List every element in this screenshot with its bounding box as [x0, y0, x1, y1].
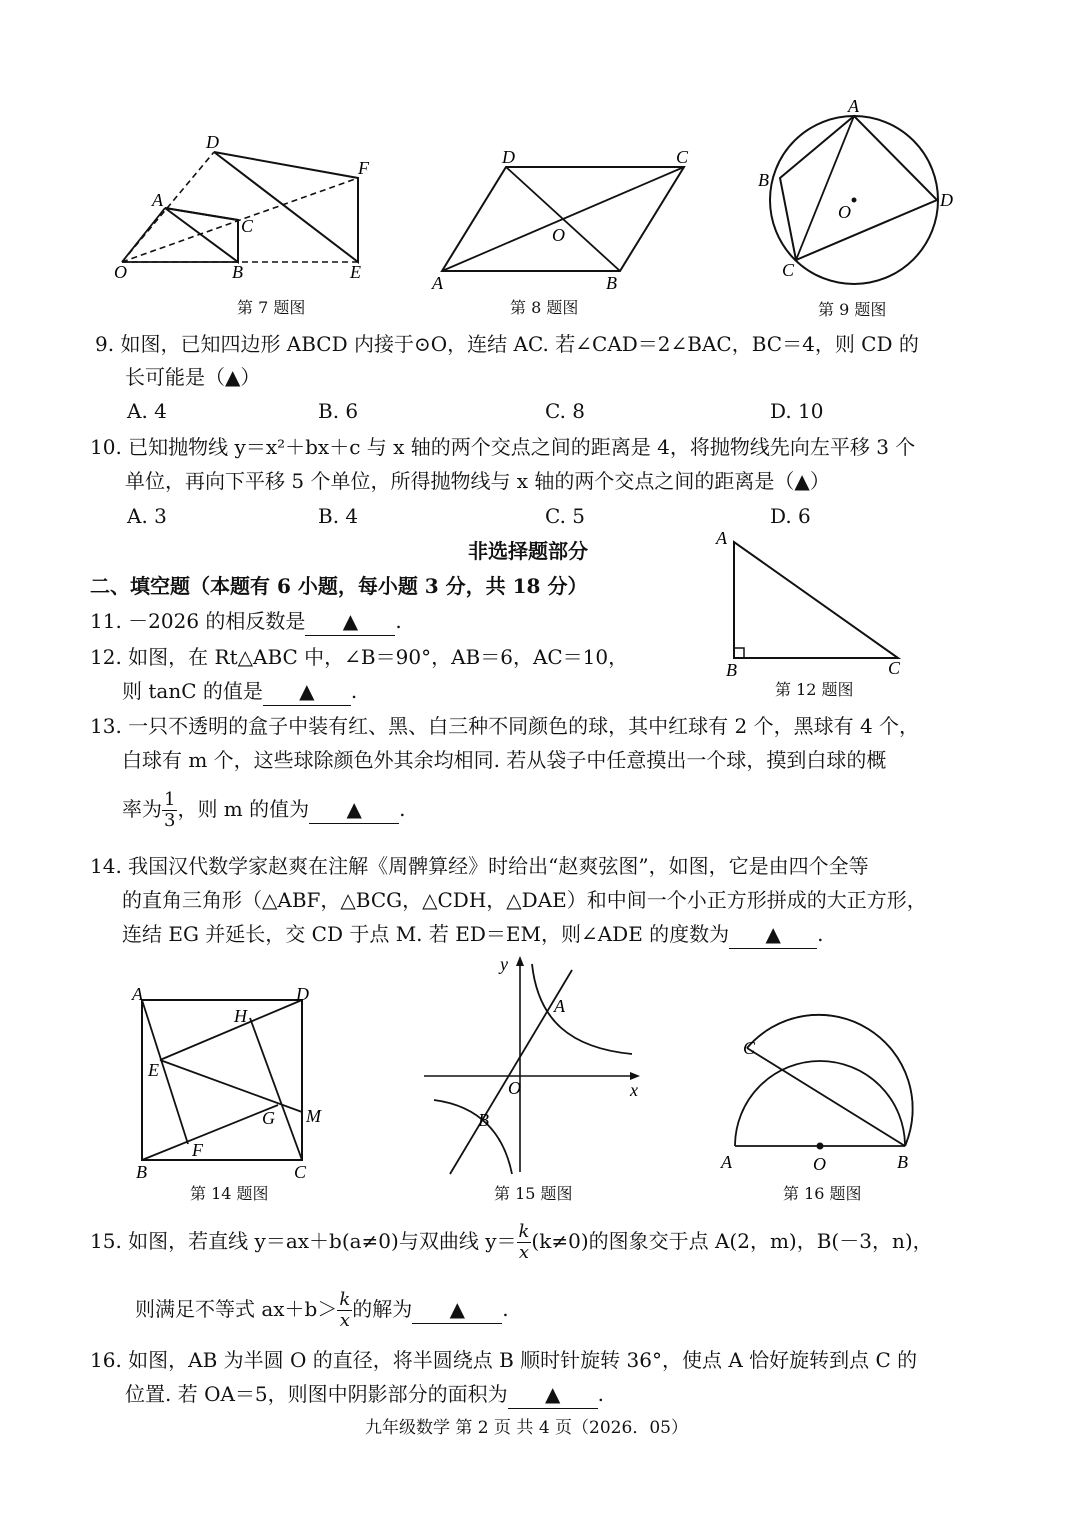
fig14-caption: 第 14 题图 [190, 1184, 269, 1203]
figure-8 [430, 145, 700, 295]
q15-line2-fraction-numerator: k [339, 1289, 351, 1310]
q13-stem-line2: 白球有 m 个，这些球除颜色外其余均相同. 若从袋子中任意摸出一个球，摸到白球的概 [122, 748, 887, 772]
fig12-label-C: C [888, 658, 901, 678]
q13-fraction [162, 790, 177, 831]
q10-option-b: B. 4 [318, 504, 359, 528]
q15-line2-fraction [337, 1290, 352, 1331]
q10-stem-line1: 10. 已知抛物线 y＝x²＋bx＋c 与 x 轴的两个交点之间的距离是 4，将抛物线先向左平移 3 个 [90, 435, 916, 459]
fig14-square-ABCD [142, 1000, 302, 1160]
q9-option-d: D. 10 [770, 399, 824, 423]
q11-stem: 11. －2026 的相反数是 [90, 609, 306, 633]
q13-pre: 率为 [122, 797, 162, 821]
q14-end: . [817, 922, 824, 946]
figure-9 [750, 96, 970, 290]
q9-stem-line2: 长可能是（▲） [125, 365, 261, 389]
fig14-label-F: F [192, 1140, 203, 1160]
fig15-hyperbola-branch-1 [532, 964, 632, 1054]
fig8-label-B: B [606, 273, 617, 293]
fig14-label-C: C [294, 1162, 307, 1182]
fig15-label-y: y [500, 954, 508, 974]
fig14-line-BG [142, 1105, 278, 1160]
q15-line2 [135, 1290, 509, 1331]
fig12-caption: 第 12 题图 [775, 680, 854, 699]
q13-stem-line1: 13. 一只不透明的盒子中装有红、黑、白三种不同颜色的球，其中红球有 2 个，黑球有 4 个， [90, 714, 920, 738]
q13-end: . [399, 797, 406, 821]
q16-answer-blank[interactable]: ▲ [508, 1380, 598, 1409]
q11-end: . [395, 609, 402, 633]
q16-stem-line2: 位置. 若 OA＝5，则图中阴影部分的面积为 [125, 1382, 508, 1406]
page-footer: 九年级数学 第 2 页 共 4 页（2026．05） [365, 1418, 688, 1438]
fig8-caption: 第 8 题图 [510, 298, 579, 317]
fig8-label-A: A [432, 273, 443, 293]
figure-15 [420, 950, 650, 1180]
fig15-label-B: B [478, 1110, 489, 1130]
fig7-label-C: C [241, 216, 254, 236]
figure-7 [110, 130, 380, 290]
fig15-label-x: x [630, 1080, 638, 1100]
q13-line3 [122, 790, 406, 831]
fig12-label-B: B [726, 660, 737, 680]
fig14-line-EM [160, 1060, 302, 1112]
fig9-quadrilateral-ABCD [780, 116, 937, 260]
q15-fraction-numerator: k [518, 1221, 530, 1242]
fig12-right-angle-mark [734, 648, 744, 658]
q9-stem-line1: 9. 如图，已知四边形 ABCD 内接于⊙O，连结 AC. 若∠CAD＝2∠BAC，BC＝4，则 CD 的 [95, 332, 919, 356]
q9-option-c: C. 8 [545, 399, 586, 423]
q11-line [90, 607, 402, 636]
fig15-y-axis-arrow [516, 956, 524, 966]
fig14-label-H: H [234, 1006, 247, 1026]
fig8-diagonal-BD [506, 167, 620, 271]
fig7-label-F: F [358, 158, 369, 178]
fig15-label-O: O [508, 1078, 521, 1098]
fig15-caption: 第 15 题图 [494, 1184, 573, 1203]
fig14-line-CH [250, 1018, 302, 1160]
q15-fraction-denominator: x [518, 1242, 530, 1263]
q12-stem-line2: 则 tanC 的值是 [122, 679, 263, 703]
q9-option-a: A. 4 [127, 399, 167, 423]
fig14-label-G: G [262, 1108, 275, 1128]
fig14-label-M: M [306, 1106, 321, 1126]
fig9-label-O: O [838, 202, 851, 222]
q12-stem-line1: 12. 如图，在 Rt△ABC 中，∠B＝90°，AB＝6，AC＝10， [90, 645, 629, 669]
q12-answer-blank[interactable]: ▲ [263, 677, 351, 706]
q13-post: ，则 m 的值为 [177, 797, 310, 821]
fig16-center-dot [817, 1143, 824, 1150]
fig15-label-A: A [554, 996, 565, 1016]
q13-answer-blank[interactable]: ▲ [309, 795, 399, 824]
fig7-triangle-ABC [165, 208, 238, 262]
q15-post: (k≠0)的图象交于点 A(2，m)，B(－3，n)， [531, 1229, 933, 1253]
fig16-shaded-region [747, 1015, 913, 1146]
q9-option-b: B. 6 [318, 399, 359, 423]
figure-12 [712, 528, 912, 678]
fig7-caption: 第 7 题图 [237, 298, 306, 317]
q15-answer-blank[interactable]: ▲ [412, 1295, 502, 1324]
q16-stem-line1: 16. 如图，AB 为半圆 O 的直径，将半圆绕点 B 顺时针旋转 36°，使点 A 恰好旋转到点 C 的 [90, 1348, 918, 1372]
q13-fraction-denominator: 3 [164, 810, 176, 831]
q15-line2-post: 的解为 [352, 1297, 413, 1321]
q15-fraction [517, 1222, 532, 1263]
q15-line2-pre: 则满足不等式 ax＋b＞ [135, 1297, 338, 1321]
q10-option-a: A. 3 [127, 504, 167, 528]
q15-line2-fraction-denominator: x [339, 1310, 350, 1331]
q12-line2 [122, 677, 357, 706]
fig8-label-D: D [502, 147, 515, 167]
fig14-label-A: A [132, 984, 143, 1004]
fig9-center-dot [852, 198, 857, 203]
q10-option-d: D. 6 [770, 504, 811, 528]
fig14-label-E: E [148, 1060, 159, 1080]
section-2-heading: 二、填空题（本题有 6 小题，每小题 3 分，共 18 分） [90, 574, 588, 598]
fig9-caption: 第 9 题图 [818, 300, 887, 319]
fig16-caption: 第 16 题图 [783, 1184, 862, 1203]
fig7-label-O: O [114, 262, 127, 282]
fig14-label-B: B [136, 1162, 147, 1182]
q15-end: . [502, 1297, 509, 1321]
q14-stem-line1: 14. 我国汉代数学家赵爽在注解《周髀算经》时给出“赵爽弦图”，如图，它是由四个全等 [90, 854, 869, 878]
fig16-label-B: B [897, 1152, 908, 1172]
fig16-rotated-semicircle [747, 1015, 913, 1146]
figure-16 [715, 1000, 935, 1180]
fig16-label-A: A [721, 1152, 732, 1172]
fig7-line-AF [165, 208, 238, 220]
fig7-label-B: B [232, 262, 243, 282]
fig15-x-axis-arrow [630, 1072, 640, 1080]
q11-answer-blank[interactable]: ▲ [305, 607, 395, 636]
fig14-label-D: D [296, 984, 309, 1004]
q10-option-c: C. 5 [545, 504, 586, 528]
fig16-label-O: O [813, 1154, 826, 1174]
section-title: 非选择题部分 [468, 539, 588, 563]
q14-stem-line2: 的直角三角形（△ABF，△BCG，△CDH，△DAE）和中间一个小正方形拼成的大正方形， [122, 888, 927, 912]
figure-14 [130, 980, 330, 1180]
fig16-semicircle-AB [735, 1061, 905, 1146]
q14-stem-line3: 连结 EG 并延长，交 CD 于点 M. 若 ED＝EM，则∠ADE 的度数为 [122, 922, 730, 946]
fig8-label-C: C [676, 147, 689, 167]
fig16-label-C: C [743, 1038, 756, 1058]
q15-line1 [90, 1222, 933, 1263]
fig14-line-DE [160, 1000, 302, 1060]
fig8-label-O: O [552, 225, 565, 245]
fig12-triangle-ABC [734, 542, 898, 658]
q14-line3 [122, 920, 824, 949]
fig9-label-D: D [940, 190, 953, 210]
q13-fraction-numerator: 1 [164, 789, 176, 810]
fig9-label-B: B [758, 170, 769, 190]
q14-answer-blank[interactable]: ▲ [729, 920, 817, 949]
q10-stem-line2: 单位，再向下平移 5 个单位，所得抛物线与 x 轴的两个交点之间的距离是（▲） [125, 469, 830, 493]
q15-pre: 15. 如图，若直线 y＝ax＋b(a≠0)与双曲线 y＝ [90, 1229, 517, 1253]
fig9-label-C: C [782, 260, 795, 280]
q16-end: . [597, 1382, 604, 1406]
q16-line2 [125, 1380, 604, 1409]
fig12-label-A: A [716, 528, 727, 548]
fig7-label-D: D [206, 132, 219, 152]
fig7-triangle-DFE [214, 152, 358, 262]
fig9-label-A: A [848, 96, 859, 116]
fig16-diameter-CB [747, 1048, 905, 1146]
q12-end: . [350, 679, 358, 703]
fig7-label-A: A [152, 190, 163, 210]
fig7-label-E: E [350, 262, 361, 282]
